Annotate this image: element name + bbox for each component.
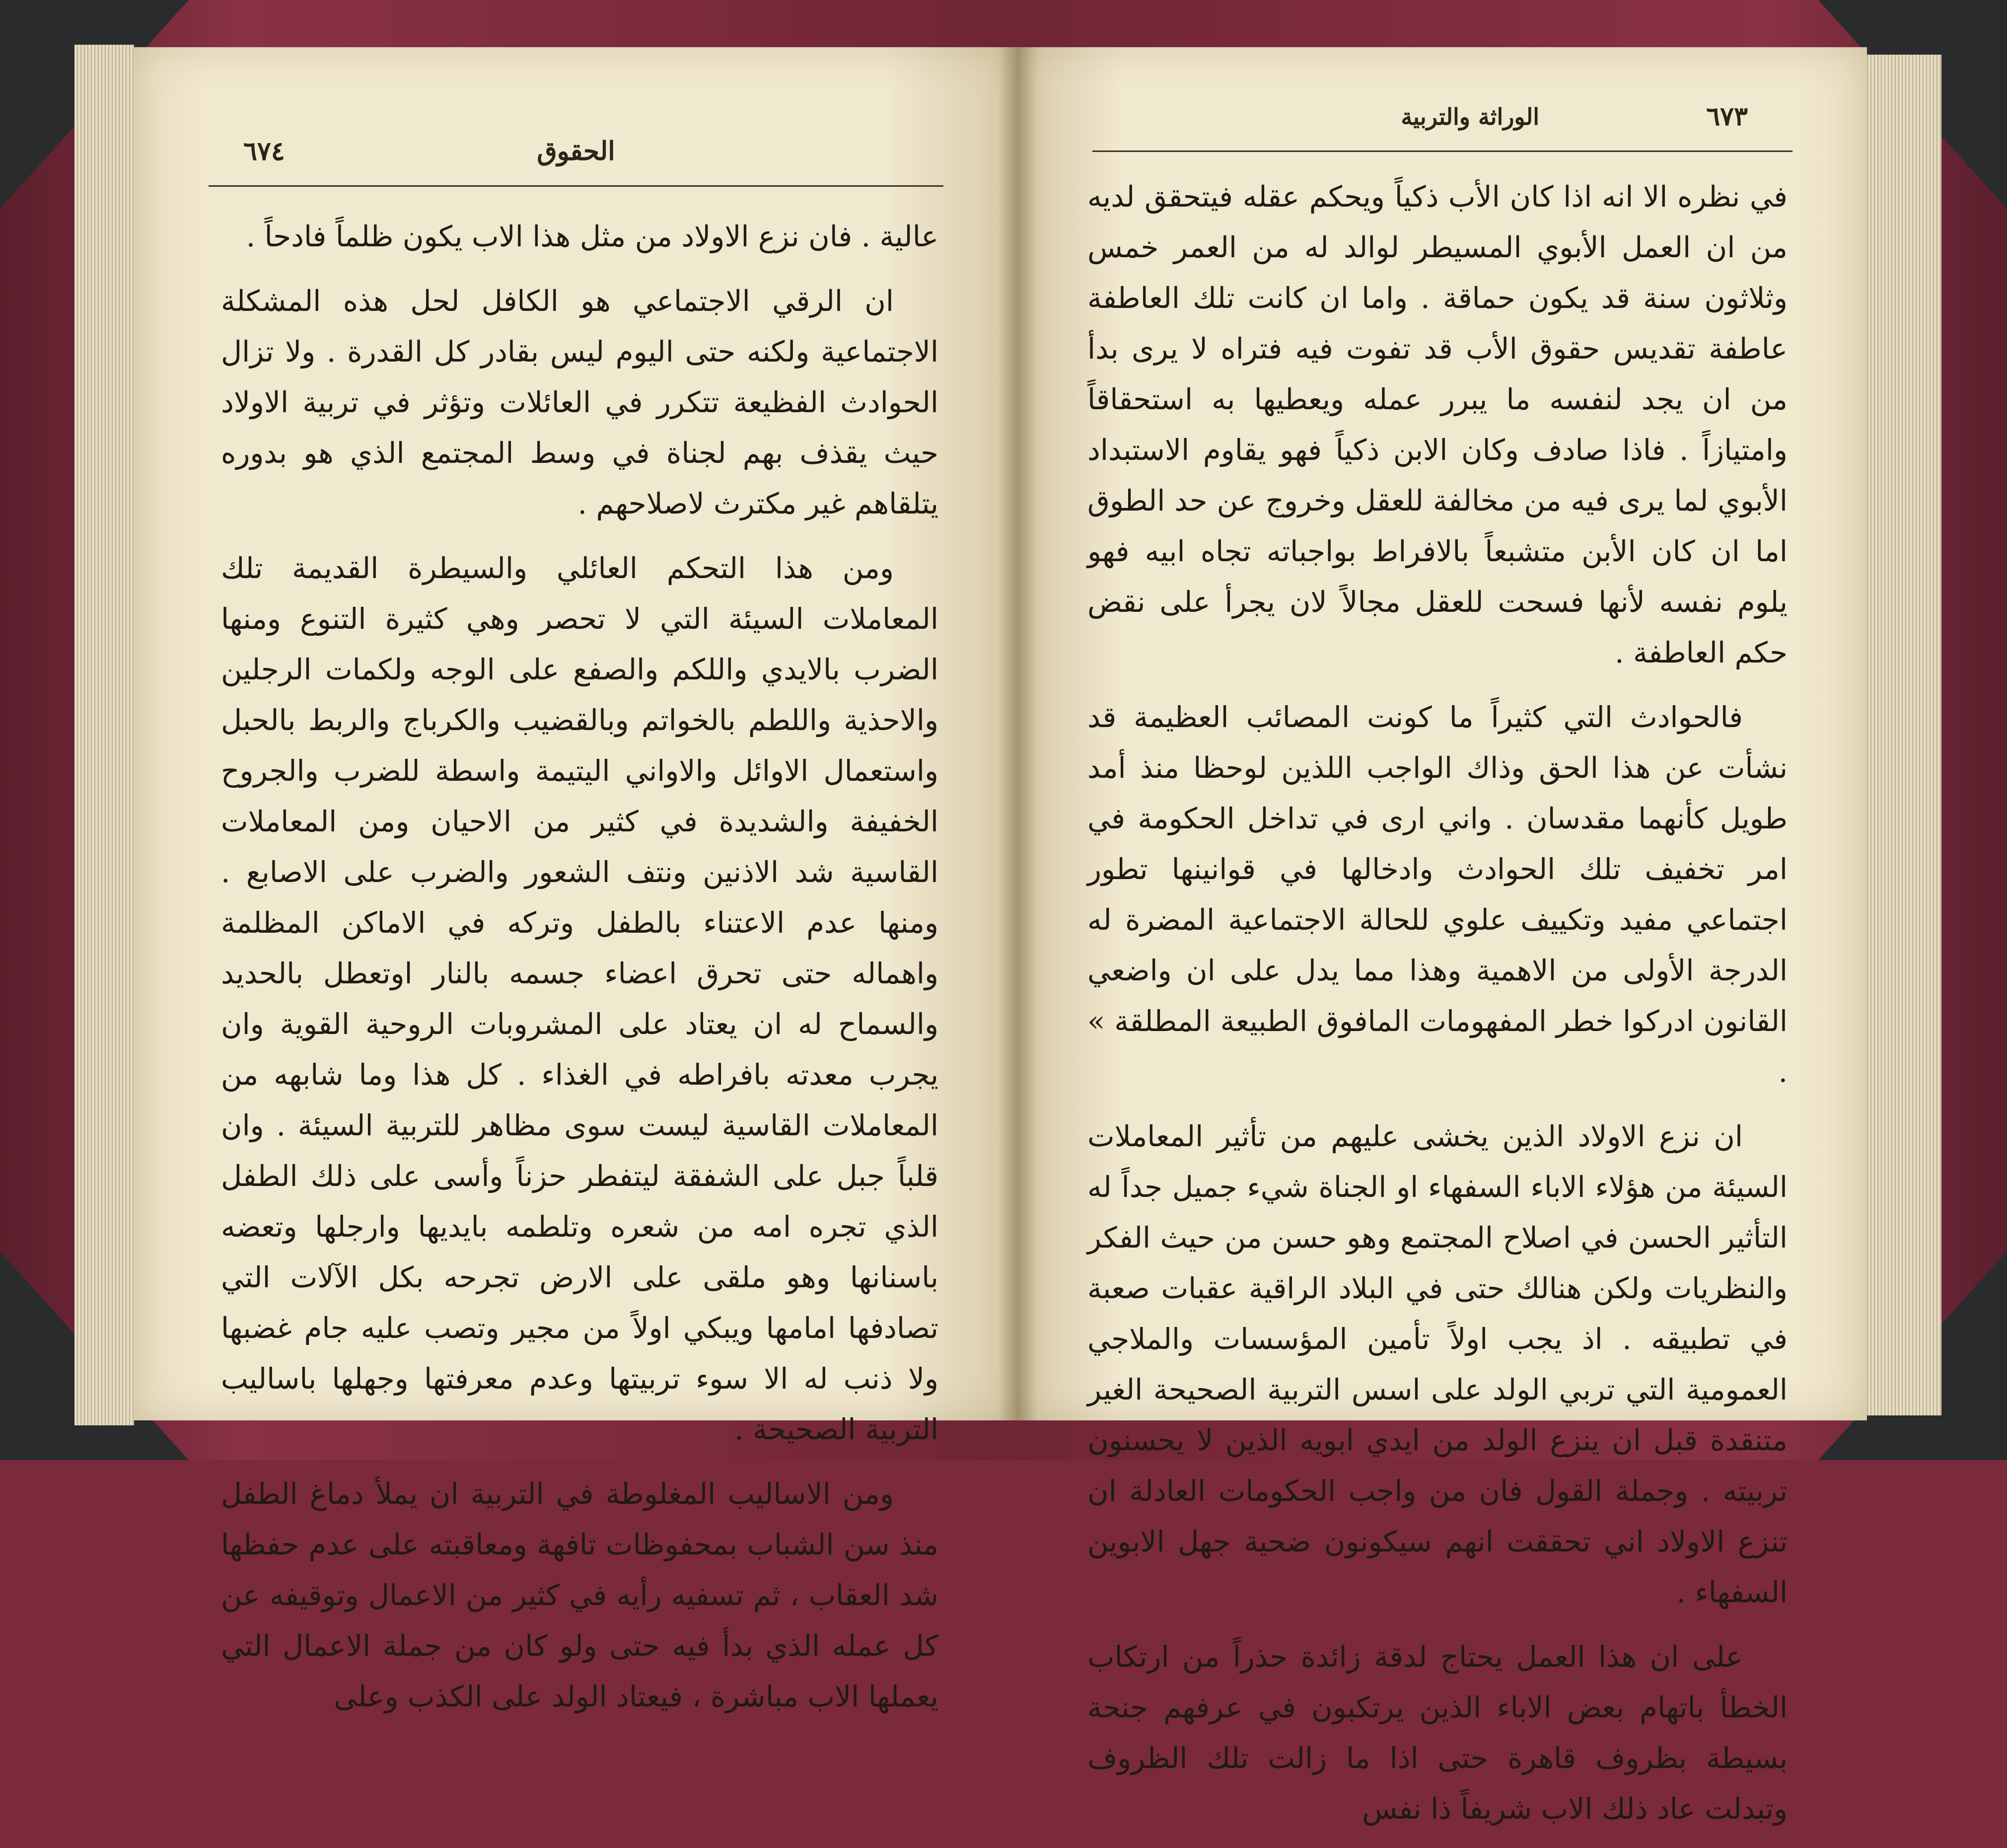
left-page-body [221, 211, 938, 1736]
right-running-title: الوراثة والتربية [1401, 92, 1539, 142]
header-rule [209, 185, 943, 187]
paragraph: على ان هذا العمل يحتاج لدقة زائدة حذراً من ارتكاب الخطأ باتهام بعض الاباء الذين يرتكبون في عرفهم جنحة بسيطة بظروف قاهرة حتى اذا ما زالت تلك الظروف وتبدلت عاد ذلك الاب شريفاً ذا نفس [1087, 1631, 1788, 1834]
paragraph: ان نزع الاولاد الذين يخشى عليهم من تأثير المعاملات السيئة من هؤلاء الاباء السفهاء او الجناة شيء جميل جداً له التأثير الحسن في اصلاح المجتمع وهو حسن من حيث الفكر والنظريات ولكن هنالك حتى في البلاد الراقية عقبات صعبة في تطبيقه . اذ يجب اولاً تأمين المؤسسات والملاجي العمومية التي تربي الولد على اسس التربية الصحيحة الغير متنقدة قبل ان ينزع الولد من ايدي ابويه الذين لا يحسنون تربيته . وجملة القول فان من واجب الحكومات العادلة ان تنزع الاولاد اني تحققت انهم سيكونون ضحية جهل الابوين السفهاء . [1087, 1111, 1788, 1618]
left-page-number: ٦٧٤ [243, 127, 285, 176]
left-page-header [209, 127, 943, 191]
paragraph: ومن هذا التحكم العائلي والسيطرة القديمة تلك المعاملات السيئة التي لا تحصر وهي كثيرة التنوع ومنها الضرب بالايدي واللكم والصفع على الوجه ولكمات الرجلين والاحذية واللطم بالخواتم وبالقضيب والكرباج والربط بالحبل واستعمال الاوائل والاواني اليتيمة واسطة للضرب والجروح الخفيفة والشديدة في كثير من الاحيان ومن المعاملات القاسية شد الاذنين ونتف الشعور والضرب على الاصابع . ومنها عدم الاعتناء بالطفل وتركه في الاماكن المظلمة واهماله حتى تحرق اعضاء جسمه بالنار اوتعطل بالحديد والسماح له ان يعتاد على المشروبات الروحية القوية وان يجرب معدته بافراطه في الغذاء . كل هذا وما شابهه من المعاملات القاسية ليست سوى مظاهر للتربية السيئة . وان قلباً جبل على الشفقة ليتفطر حزناً وأسى على ذلك الطفل الذي تجره امه من شعره وتلطمه بايديها وارجلها وتعضه باسنانها وهو ملقى على الارض تجرحه بكل الآلات التي تصادفها امامها ويبكي اولاً من مجير وتصب عليه جام غضبها ولا ذنب له الا سوء تربيتها وعدم معرفتها وجهلها باساليب التربية الصحيحة . [221, 543, 938, 1455]
paragraph: ان الرقي الاجتماعي هو الكافل لحل هذه المشكلة الاجتماعية ولكنه حتى اليوم ليس بقادر كل القدرة . ولا تزال الحوادث الفظيعة تتكرر في العائلات وتؤثر في تربية الاولاد حيث يقذف بهم لجناة في وسط المجتمع الذي هو بدوره يتلقاهم غير مكترث لاصلاحهم . [221, 276, 938, 529]
paragraph: ومن الاساليب المغلوطة في التربية ان يملأ دماغ الطفل منذ سن الشباب بمحفوظات تافهة ومعاقبته على عدم حفظها شد العقاب ، ثم تسفيه رأيه في كثير من الاعمال وتوقيفه عن كل عمله الذي بدأ فيه حتى ولو كان من جملة الاعمال التي يعملها الاب مباشرة ، فيعتاد الولد على الكذب وعلى [221, 1469, 938, 1722]
paragraph: عالية . فان نزع الاولاد من مثل هذا الاب يكون ظلماً فادحاً . [221, 211, 938, 262]
right-page-header [1092, 92, 1792, 156]
book-gutter [998, 47, 1038, 1420]
left-running-title: الحقوق [537, 127, 615, 176]
right-page [1018, 47, 1867, 1420]
right-page-number: ٦٧٣ [1706, 92, 1748, 142]
right-page-body [1087, 171, 1788, 1848]
header-rule [1092, 150, 1792, 152]
page-edges-left [74, 45, 134, 1425]
paragraph: فالحوادث التي كثيراً ما كونت المصائب العظيمة قد نشأت عن هذا الحق وذاك الواجب اللذين لوحظا منذ أمد طويل كأنهما مقدسان . واني ارى في تداخل الحكومة في امر تخفيف تلك الحوادث وادخالها في قوانينها تطور اجتماعي مفيد وتكييف علوي للحالة الاجتماعية المضرة له الدرجة الأولى من الاهمية وهذا مما يدل على ان واضعي القانون ادركوا خطر المفهومات المافوق الطبيعة المطلقة » . [1087, 692, 1788, 1097]
left-page [134, 47, 1018, 1420]
paragraph: في نظره الا انه اذا كان الأب ذكياً ويحكم عقله فيتحقق لديه من ان العمل الأبوي المسيطر لوالد له من العمر خمس وثلاثون سنة قد يكون حماقة . واما ان كانت تلك العاطفة عاطفة تقديس حقوق الأب قد تفوت فيه فتراه لا يرى بدأ من ان يجد لنفسه ما يبرر عمله ويعطيها به استحقاقاً وامتيازاً . فاذا صادف وكان الابن ذكياً فهو يقاوم الاستبداد الأبوي لما يرى فيه من مخالفة للعقل وخروج عن حد الطوق اما ان كان الأبن متشبعاً بالافراط بواجباته تجاه ابيه فهو يلوم نفسه لأنها فسحت للعقل مجالاً لان يجرأ على نقض حكم العاطفة . [1087, 171, 1788, 678]
page-edges-right [1867, 55, 1941, 1415]
